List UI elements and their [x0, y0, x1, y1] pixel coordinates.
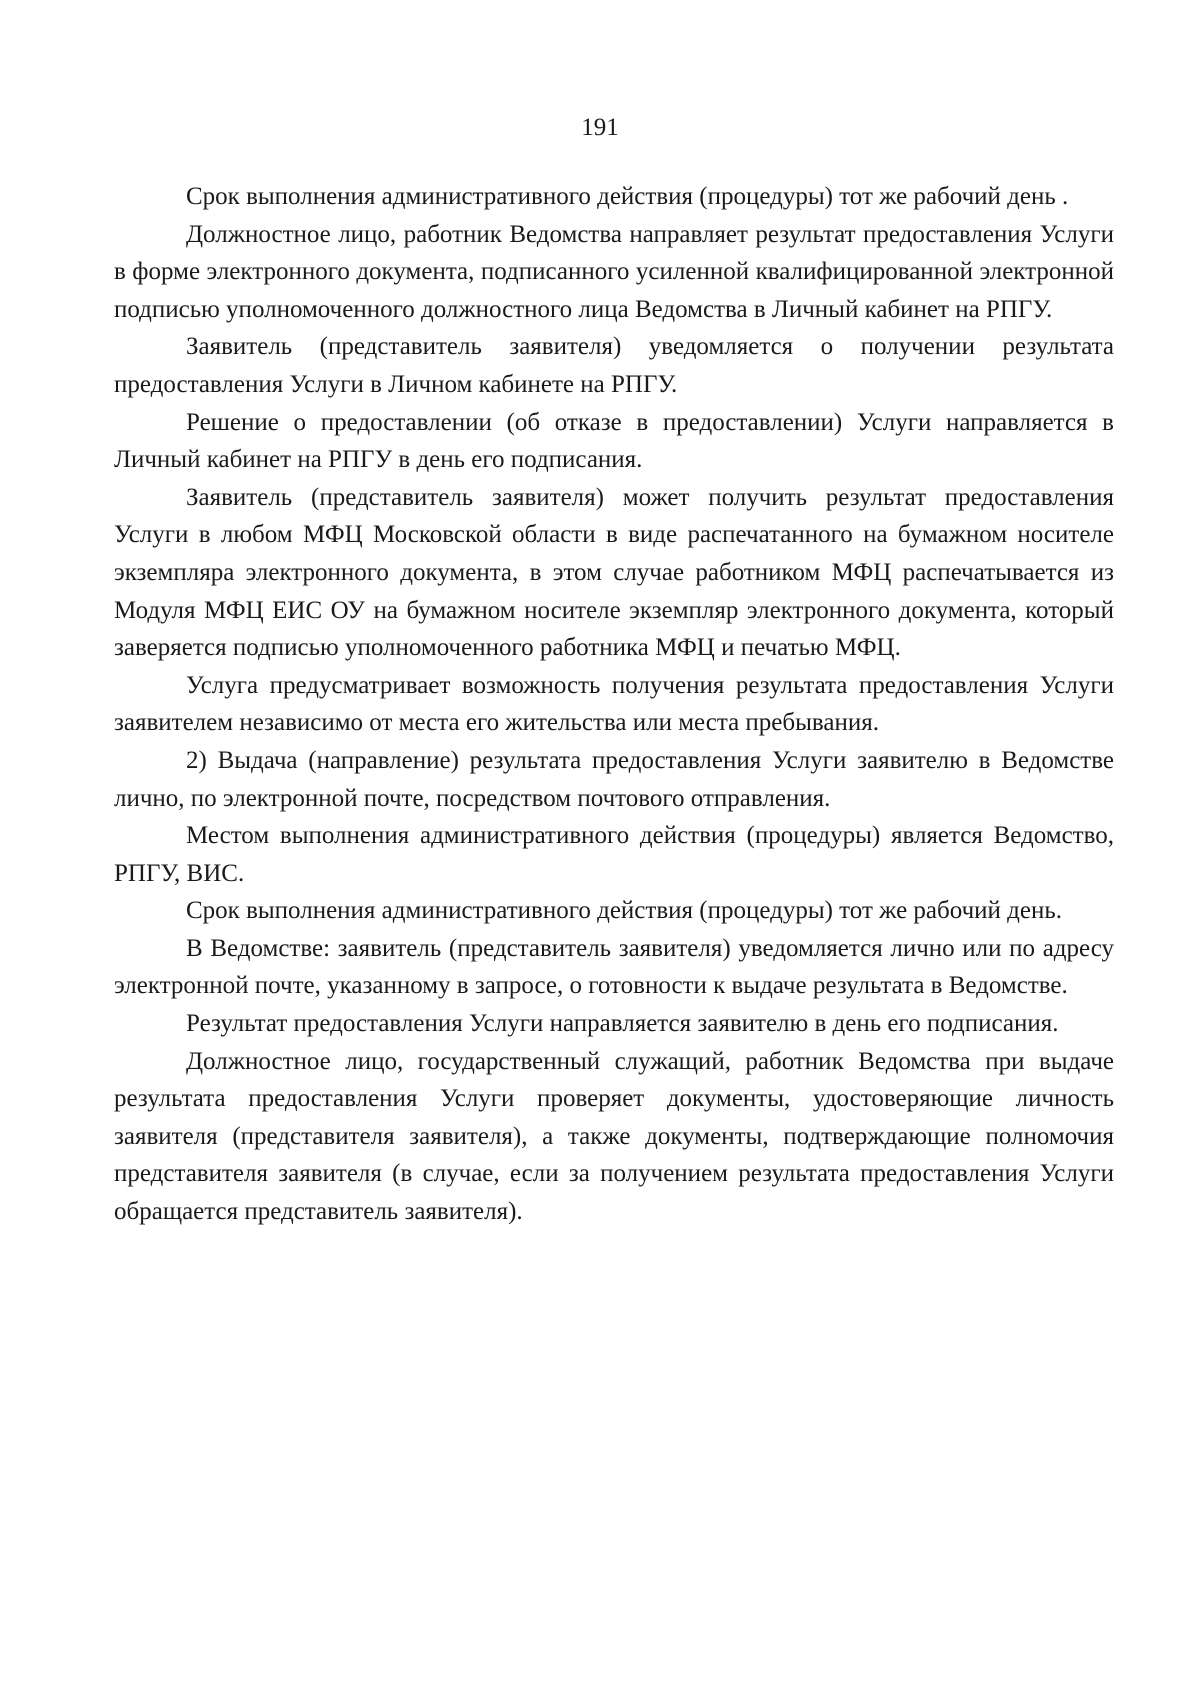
page-number: 191 [581, 114, 619, 141]
paragraph-place-of-action: Местом выполнения административного действия (процедуры) является Ведомство, РПГУ, ВИС. [114, 822, 1114, 887]
paragraph-decision-sent: Решение о предоставлении (об отказе в предоставлении) Услуги направляется в Личный кабинет на РПГУ в день его подписания. [114, 408, 1114, 474]
paragraph-extraterritorial: Услуга предусматривает возможность получения результата предоставления Услуги заявителем независимо от места его жительства или места пребывания. [114, 671, 1114, 737]
paragraph-deadline-working-day: Срок выполнения административного действия (процедуры) тот же рабочий день. [186, 897, 1063, 925]
paragraph-applicant-notified: Заявитель (представитель заявителя) уведомляется о получении результата предоставления Услуги в Личном кабинете на РПГУ. [114, 333, 1114, 398]
paragraph-in-agency-notification: В Ведомстве: заявитель (представитель заявителя) уведомляется лично или по адресу электронной почте, указанному в запросе, о готовности к выдаче результата в Ведомстве. [114, 934, 1114, 1000]
paragraph-identity-check: Должностное лицо, государственный служащий, работник Ведомства при выдаче результата предоставления Услуги проверяет документы, удостоверяющие личность заявителя (представителя заявителя), а также документы, подтверждающие полномочия представителя заявителя (в случае, если за получением результата предоставления Услуги обращается представитель заявителя). [114, 1047, 1114, 1226]
paragraph-deadline-same-day: Срок выполнения административного действия (процедуры) тот же рабочий день . [186, 183, 1069, 210]
paragraph-mfc-printout: Заявитель (представитель заявителя) может получить результат предоставления Услуги в любом МФЦ Московской области в виде распечатанного на бумажном носителе экземпляра электронного документа, в этом случае работником МФЦ распечатывается из Модуля МФЦ ЕИС ОУ на бумажном носителе экземпляр электронного документа, который заверяется подписью уполномоченного работника МФЦ и печатью МФЦ. [114, 483, 1114, 662]
body-text [114, 178, 1114, 1231]
paragraph-issuance-in-agency: 2) Выдача (направление) результата предоставления Услуги заявителю в Ведомстве лично, по электронной почте, посредством почтового отправления. [114, 746, 1114, 812]
paragraph-official-sends-result: Должностное лицо, работник Ведомства направляет результат предоставления Услуги в форме электронного документа, подписанного усиленной квалифицированной электронной подписью уполномоченного должностного лица Ведомства в Личный кабинет на РПГУ. [114, 220, 1114, 323]
paragraph-result-sent: Результат предоставления Услуги направляется заявителю в день его подписания. [186, 1010, 1059, 1038]
